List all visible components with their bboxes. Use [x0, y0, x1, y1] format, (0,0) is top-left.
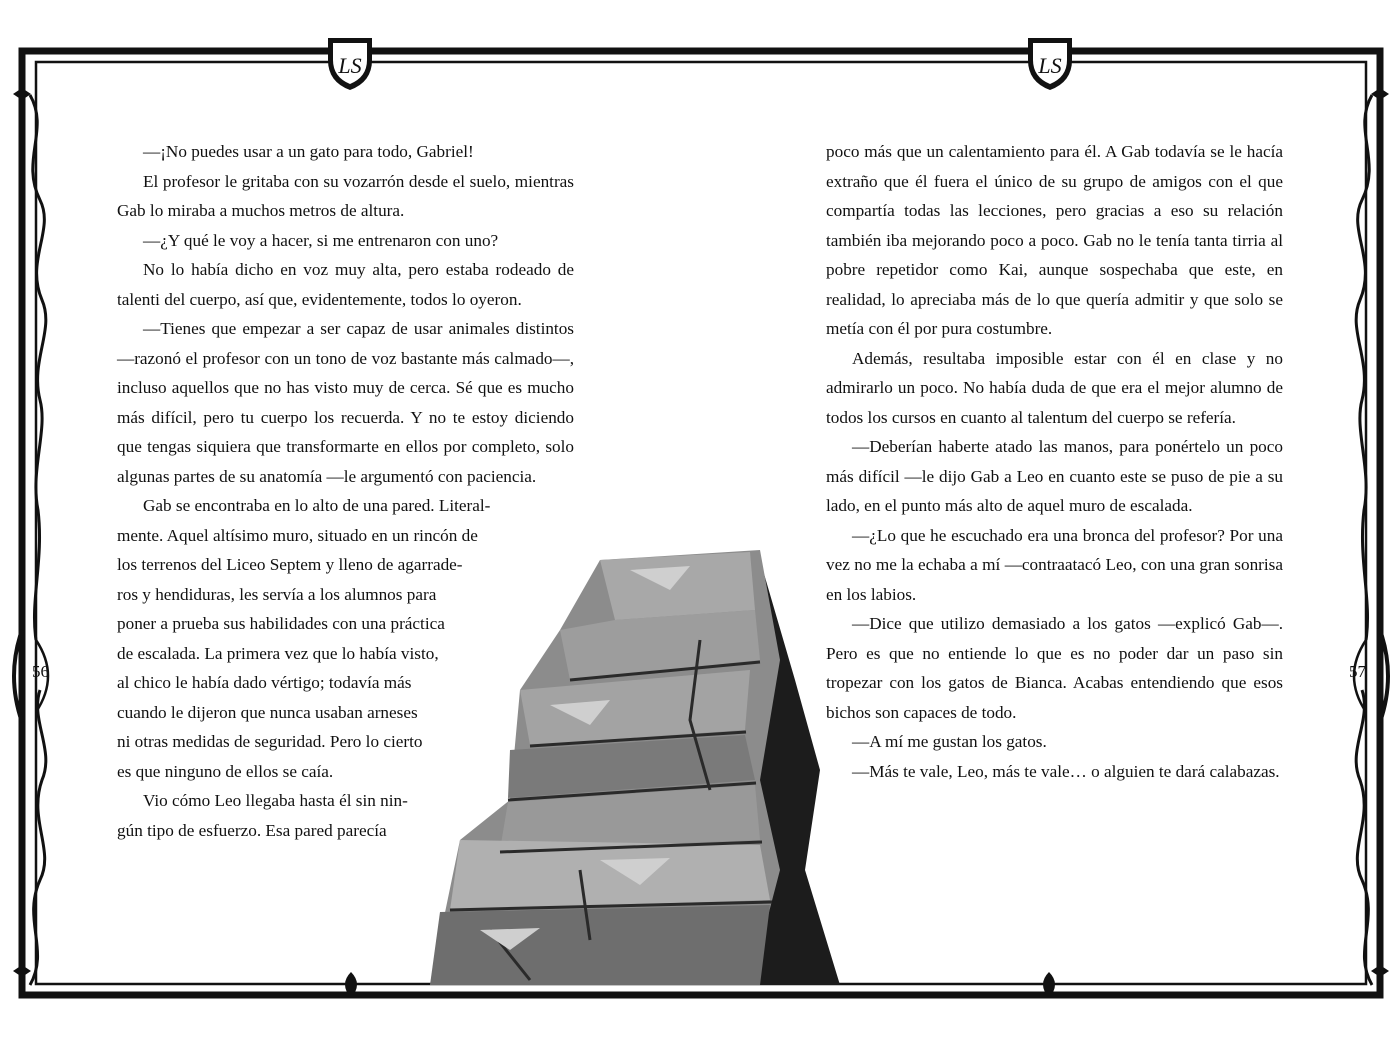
right-page-text	[826, 137, 1283, 786]
text-line: es que ninguno de ellos se caía.	[117, 761, 334, 781]
text-line: gún tipo de esfuerzo. Esa pared parecía	[117, 820, 387, 840]
text-line: ni otras medidas de seguridad. Pero lo cierto	[117, 732, 423, 751]
wrapped-paragraph	[117, 786, 574, 845]
paragraph: El profesor le gritaba con su vozarrón desde el suelo, mientras Gab lo miraba a muchos metros de altura.	[117, 171, 574, 220]
text-line: de escalada. La primera vez que lo había visto,	[117, 643, 439, 663]
paragraph: —Más te vale, Leo, más te vale… o alguien te dará calabazas.	[852, 761, 1280, 781]
text-line: poner a prueba sus habilidades con una práctica	[117, 614, 445, 633]
page-number-right: 57	[1349, 662, 1366, 681]
paragraph: —Deberían haberte atado las manos, para ponértelo un poco más difícil —le dijo Gab a Leo en cuanto este se puso de pie a su lado, en el punto más alto de aquel muro de escalada.	[826, 437, 1283, 515]
paragraph: —¡No puedes usar a un gato para todo, Gabriel!	[143, 142, 474, 161]
svg-text:LS: LS	[1038, 53, 1062, 78]
left-page-text	[117, 137, 574, 845]
svg-text:LS: LS	[338, 53, 362, 78]
text-line: Vio cómo Leo llegaba hasta él sin nin-	[143, 791, 408, 810]
paragraph: —Dice que utilizo demasiado a los gatos —explicó Gab—. Pero es que no entiende lo que es no poder dar un paso sin tropezar con los gatos de Bianca. Acabas entendiendo que esos bichos son capaces de todo.	[826, 614, 1283, 722]
paragraph: —¿Lo que he escuchado era una bronca del profesor? Por una vez no me la echaba a mí —contraatacó Leo, con una gran sonrisa en los labios.	[826, 525, 1283, 604]
text-line: ros y hendiduras, les servía a los alumnos para	[117, 584, 437, 604]
page-number-left: 56	[32, 662, 49, 681]
text-line: Gab se encontraba en lo alto de una pared. Literal-	[143, 496, 491, 515]
paragraph: poco más que un calentamiento para él. A Gab todavía se le hacía extraño que él fuera el único de su grupo de amigos con el que compartía todas las lecciones, pero gracias a eso su relación también iba mejorando poco a poco. Gab no le tenía tanta tirria al pobre repetidor como Kai, aunque sospechaba que este, en realidad, lo apreciaba más de lo que quería admitir y que solo se metía con él por pura costumbre.	[826, 142, 1283, 338]
shield-emblem-left-icon	[328, 38, 372, 90]
paragraph: —¿Y qué le voy a hacer, si me entrenaron con uno?	[143, 230, 499, 250]
text-line: los terrenos del Liceo Septem y lleno de agarrade-	[117, 555, 463, 574]
paragraph: —Tienes que empezar a ser capaz de usar animales distintos —razonó el profesor con un tono de voz bastante más calmado—, incluso aquellos que no has visto muy de cerca. Sé que es mucho más difícil, pero tu cuerpo los recuerda. Y no te estoy diciendo que tengas siquiera que transformarte en ellos por completo, solo algunas partes de su anatomía —le argumentó con paciencia.	[117, 319, 574, 486]
paragraph: No lo había dicho en voz muy alta, pero estaba rodeado de talenti del cuerpo, así que, evidentemente, todos lo oyeron.	[117, 260, 574, 309]
shield-emblem-right-icon	[1028, 38, 1072, 90]
paragraph: —A mí me gustan los gatos.	[852, 732, 1047, 751]
text-line: mente. Aquel altísimo muro, situado en un rincón de	[117, 525, 478, 545]
text-line: cuando le dijeron que nunca usaban arneses	[117, 702, 418, 722]
wrapped-paragraph	[117, 491, 574, 786]
paragraph: Además, resultaba imposible estar con él en clase y no admirarlo un poco. No había duda de que era el mejor alumno de todos los cursos en cuanto al talentum del cuerpo se refería.	[826, 348, 1283, 427]
text-line: al chico le había dado vértigo; todavía más	[117, 673, 412, 692]
